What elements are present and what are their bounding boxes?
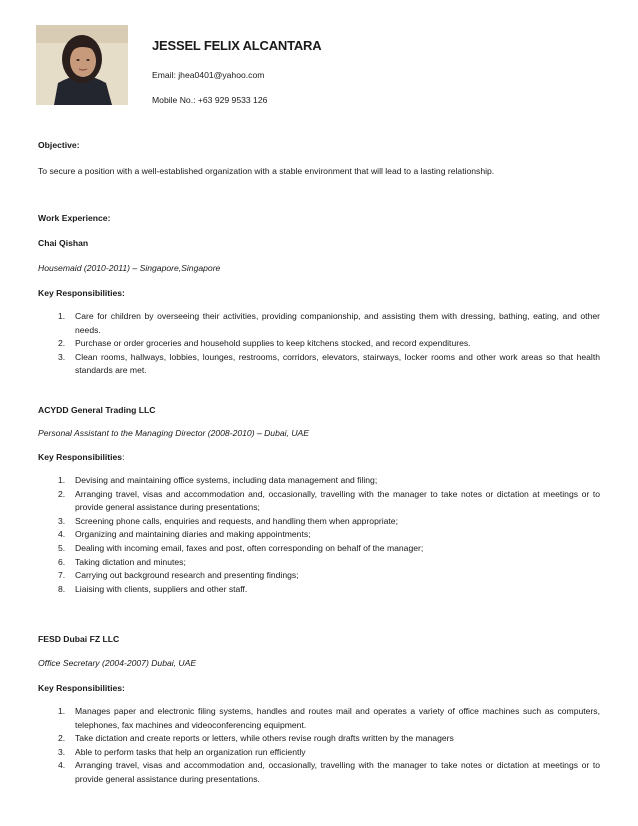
job-company: ACYDD General Trading LLC bbox=[38, 405, 156, 415]
job-role: Office Secretary (2004-2007) Dubai, UAE bbox=[38, 658, 197, 668]
list-item: 2. Arranging travel, visas and accommodation and, occasionally, travelling with the manager to take notes or dictation at meetings or to provide general assistance during presentations; bbox=[58, 488, 600, 513]
list-item: 3. Able to perform tasks that help an organization run efficiently bbox=[58, 746, 306, 757]
responsibilities-heading: Key Responsibilities: bbox=[38, 683, 125, 693]
list-item: 1. Care for children by overseeing their activities, providing companionship, and assisting them with dressing, bathing, eating, and other needs. bbox=[58, 311, 600, 335]
objective-heading: Objective: bbox=[38, 140, 80, 150]
responsibilities-heading: Key Responsibilities: bbox=[38, 288, 125, 298]
list-item: 5. Dealing with incoming email, faxes and post, often corresponding on behalf of the manager; bbox=[58, 542, 424, 553]
profile-photo-image bbox=[36, 25, 128, 105]
responsibilities-list bbox=[38, 474, 600, 596]
list-item: 4. Organizing and maintaining diaries and making appointments; bbox=[58, 529, 311, 540]
list-item: 3. Screening phone calls, enquiries and requests, and handling them when appropriate; bbox=[58, 515, 398, 526]
job-role: Personal Assistant to the Managing Director (2008-2010) – Dubai, UAE bbox=[38, 428, 310, 438]
list-item: 7. Carrying out background research and presenting findings; bbox=[58, 570, 299, 581]
list-item: 2. Purchase or order groceries and household supplies to keep kitchens stocked, and record expenditures. bbox=[58, 338, 471, 349]
list-item: 1. Devising and maintaining office systems, including data management and filing; bbox=[58, 475, 378, 485]
job-role: Housemaid (2010-2011) – Singapore,Singapore bbox=[38, 263, 221, 273]
job-company: FESD Dubai FZ LLC bbox=[38, 634, 120, 644]
job-company: Chai Qishan bbox=[38, 238, 89, 248]
list-item: 1. Manages paper and electronic filing systems, handles and routes mail and operates a variety of office machines such as computers, telephones, fax machines and videoconferencing equipment. bbox=[58, 706, 600, 730]
profile-photo bbox=[36, 25, 128, 105]
list-item: 2. Take dictation and create reports or letters, while others revise rough drafts written by the managers bbox=[58, 733, 454, 744]
contact-email: Email: jhea0401@yahoo.com bbox=[152, 70, 265, 80]
list-item: 3. Clean rooms, hallways, lobbies, lounges, restrooms, corridors, elevators, stairways, locker rooms and other work areas so that health standards are met. bbox=[58, 351, 600, 376]
objective-text: To secure a position with a well-established organization with a stable environment that will lead to a lasting relationship. bbox=[38, 166, 495, 176]
candidate-name: JESSEL FELIX ALCANTARA bbox=[152, 38, 322, 53]
responsibilities-list bbox=[38, 310, 600, 378]
list-item: 6. Taking dictation and minutes; bbox=[58, 556, 186, 567]
work-experience-heading: Work Experience: bbox=[38, 213, 111, 223]
contact-mobile: Mobile No.: +63 929 9533 126 bbox=[152, 95, 268, 105]
list-item: 8. Liaising with clients, suppliers and other staff. bbox=[58, 583, 248, 594]
responsibilities-list bbox=[38, 705, 600, 787]
list-item: 4. Arranging travel, visas and accommodation and, occasionally, travelling with the manager to take notes or dictation at meetings or to provide general assistance during presentations. bbox=[58, 760, 600, 784]
responsibilities-heading: Key Responsibilities: bbox=[38, 452, 125, 462]
